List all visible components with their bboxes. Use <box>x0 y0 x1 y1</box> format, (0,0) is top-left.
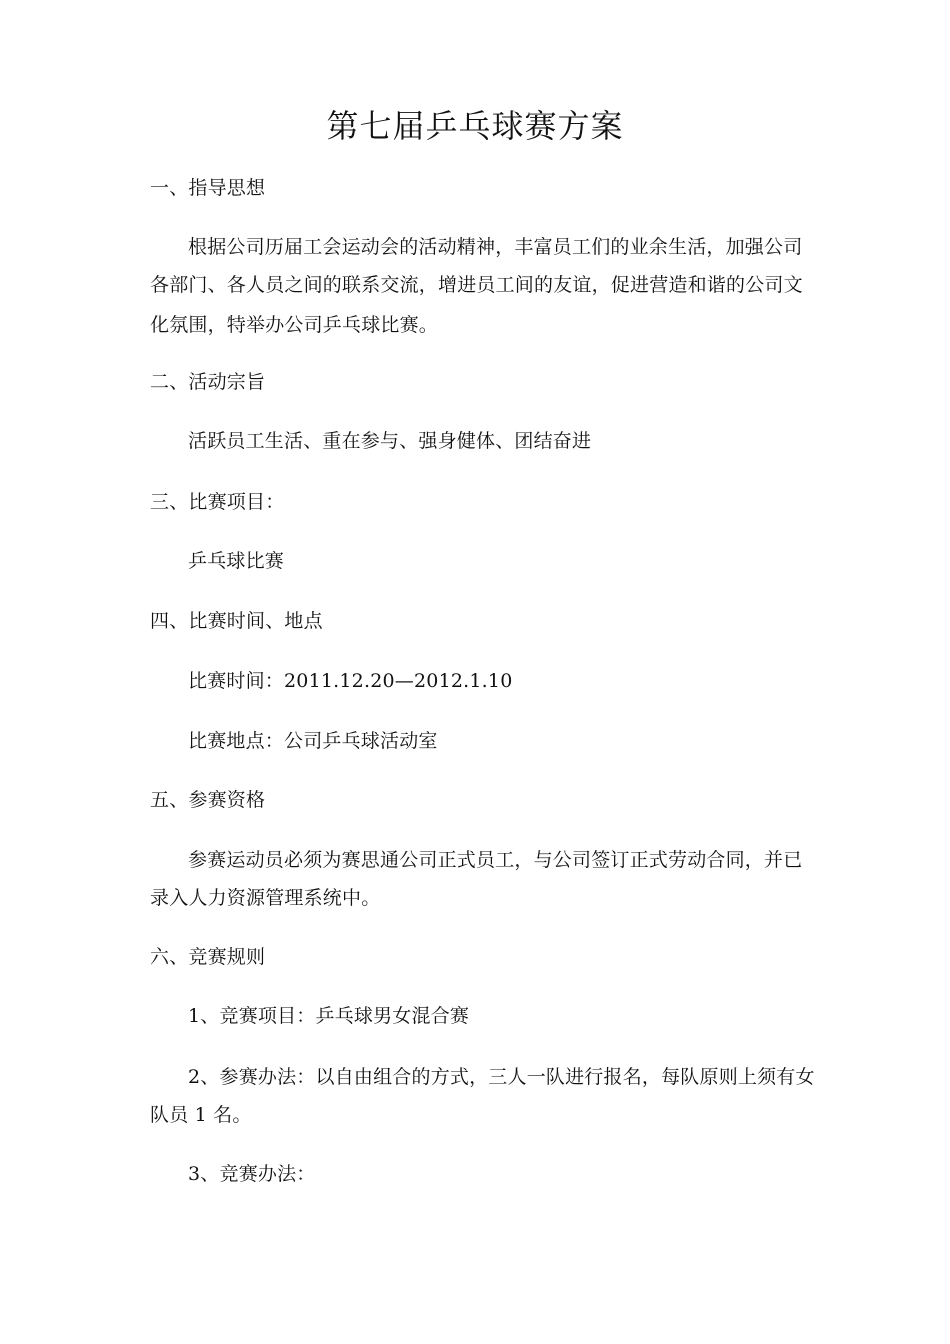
paragraph-line: 比赛时间：2011.12.20—2012.1.10 <box>188 670 513 692</box>
section-heading-guiding-ideology: 一、指导思想 <box>150 177 266 199</box>
paragraph-line: 录入人力资源管理系统中。 <box>150 887 381 909</box>
document-title: 第七届乒乓球赛方案 <box>326 107 624 145</box>
section-heading-rules: 六、竞赛规则 <box>150 946 266 968</box>
paragraph-line: 化氛围，特举办公司乒乓球比赛。 <box>150 314 439 336</box>
section-heading-time-place: 四、比赛时间、地点 <box>150 610 323 632</box>
paragraph-line: 根据公司历届工会运动会的活动精神，丰富员工们的业余生活，加强公司 <box>188 236 803 258</box>
rule-item: 3、竞赛办法： <box>188 1163 316 1185</box>
paragraph-line: 活跃员工生活、重在参与、强身健体、团结奋进 <box>188 430 592 452</box>
section-heading-purpose: 二、活动宗旨 <box>150 371 266 393</box>
rule-item: 2、参赛办法：以自由组合的方式，三人一队进行报名，每队原则上须有女 <box>188 1066 815 1088</box>
section-heading-events: 三、比赛项目： <box>150 491 285 513</box>
rule-item-continuation: 队员 1 名。 <box>150 1104 252 1126</box>
rule-item: 1、竞赛项目：乒乓球男女混合赛 <box>188 1005 470 1027</box>
paragraph-line: 比赛地点：公司乒乓球活动室 <box>188 730 438 752</box>
section-heading-eligibility: 五、参赛资格 <box>150 789 266 811</box>
paragraph-line: 乒乓球比赛 <box>188 550 285 572</box>
paragraph-line: 各部门、各人员之间的联系交流，增进员工间的友谊，促进营造和谐的公司文 <box>150 274 803 296</box>
paragraph-line: 参赛运动员必须为赛思通公司正式员工，与公司签订正式劳动合同，并已 <box>188 849 803 871</box>
